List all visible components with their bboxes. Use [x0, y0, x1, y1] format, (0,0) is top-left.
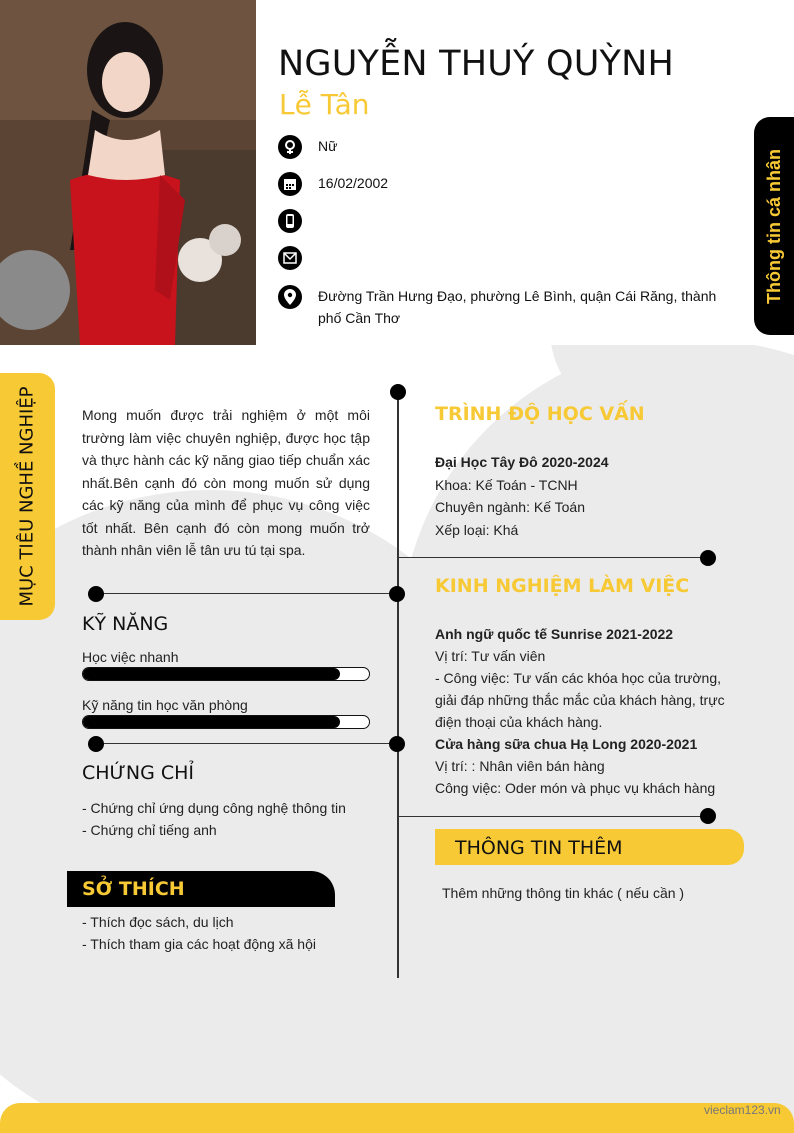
objective-tab-label: MỤC TIÊU NGHỀ NGHIỆP [17, 386, 39, 607]
timeline-dot [389, 586, 405, 602]
skill-bar-fill [83, 716, 340, 728]
gender-row [278, 135, 337, 159]
email-row [278, 246, 318, 270]
location-pin-icon [278, 285, 302, 309]
hobby-item: - Thích đọc sách, du lịch [82, 914, 234, 930]
skill-bar [82, 667, 370, 681]
calendar-icon [278, 172, 302, 196]
job-line: - Công việc: Tư vấn các khóa học của trường, [435, 670, 722, 686]
job-line: Vị trí: : Nhân viên bán hàng [435, 758, 605, 774]
education-school: Đại Học Tây Đô 2020-2024 [435, 454, 609, 470]
address-text: Đường Trần Hưng Đạo, phường Lê Bình, quận Cái Răng, thành phố Cần Thơ [318, 288, 717, 326]
timeline-dot [700, 808, 716, 824]
job-line: Vị trí: Tư vấn viên [435, 648, 546, 664]
education-line: Xếp loại: Khá [435, 522, 519, 538]
extra-info-title: THÔNG TIN THÊM [455, 837, 623, 859]
extra-info-text: Thêm những thông tin khác ( nếu cần ) [442, 885, 685, 901]
job-line: Công việc: Oder món và phục vụ khách hàng [435, 780, 716, 796]
certificates-title: CHỨNG CHỈ [82, 762, 194, 784]
gender-text: Nữ [318, 138, 338, 154]
experience-title: KINH NGHIỆM LÀM VIỆC [435, 575, 690, 597]
job-line: điện thoại của khách hàng. [435, 714, 603, 730]
education-title: TRÌNH ĐỘ HỌC VẤN [435, 403, 645, 425]
timeline-dot [390, 384, 406, 400]
dob-text: 16/02/2002 [318, 175, 389, 191]
timeline-branch [96, 743, 398, 744]
education-line: Chuyên ngành: Kế Toán [435, 499, 585, 515]
timeline-branch [96, 593, 398, 594]
skills-title: KỸ NĂNG [82, 613, 169, 635]
address-row [278, 285, 738, 329]
footer-bar [0, 1103, 794, 1133]
certificate-item: - Chứng chỉ tiếng anh [82, 822, 217, 838]
objective-text: Mong muốn được trải nghiệm ở một môi trường làm việc chuyên nghiệp, được học tập và thực hành các kỹ năng giao tiếp chuẩn xác nhất.Bên cạnh đó còn mong muốn sử dụng các kỹ năng của mình để phục vụ công việc tốt nhất. Bên cạnh đó còn mong muốn trở thành nhân viên lễ tân ưu tú tại spa. [82, 407, 370, 558]
gender-female-icon [278, 135, 302, 159]
certificate-item: - Chứng chỉ ứng dụng công nghệ thông tin [82, 800, 346, 816]
skill-label: Kỹ năng tin học văn phòng [82, 697, 248, 713]
profile-photo [0, 0, 256, 345]
hobbies-title: SỞ THÍCH [82, 878, 185, 900]
personal-info-tab-label: Thông tin cá nhân [763, 148, 784, 304]
phone-icon [278, 209, 302, 233]
timeline-branch [398, 557, 708, 558]
skill-bar [82, 715, 370, 729]
skill-label: Học việc nhanh [82, 649, 179, 665]
skill-bar-fill [83, 668, 340, 680]
timeline-dot [700, 550, 716, 566]
timeline-vertical-line [397, 392, 399, 978]
dob-row [278, 172, 388, 196]
email-icon [278, 246, 302, 270]
job-line: giải đáp những thắc mắc của khách hàng, trực [435, 692, 725, 708]
job-company: Cửa hàng sữa chua Hạ Long 2020-2021 [435, 736, 698, 752]
timeline-dot [88, 586, 104, 602]
candidate-name: NGUYỄN THUÝ QUỲNH [278, 44, 674, 84]
education-line: Khoa: Kế Toán - TCNH [435, 477, 578, 493]
personal-info-tab-label-wrap [754, 117, 794, 335]
objective-tab-label-wrap [0, 373, 55, 620]
job-company: Anh ngữ quốc tế Sunrise 2021-2022 [435, 626, 674, 642]
watermark: vieclam123.vn [704, 1103, 781, 1117]
timeline-dot [389, 736, 405, 752]
timeline-branch [398, 816, 708, 817]
timeline-dot [88, 736, 104, 752]
candidate-role: Lễ Tân [279, 88, 370, 121]
phone-row [278, 209, 318, 233]
hobby-item: - Thích tham gia các hoạt động xã hội [82, 936, 316, 952]
